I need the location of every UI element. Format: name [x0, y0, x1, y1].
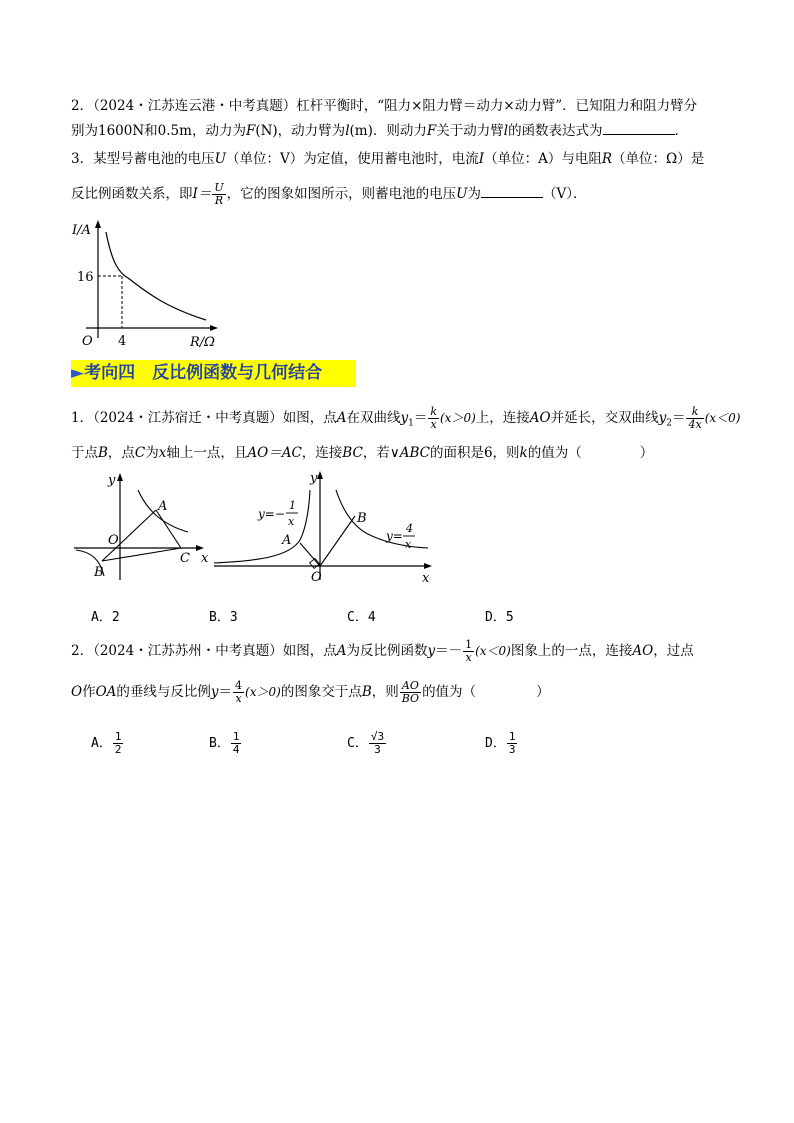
q1-suqian-line1: 1．（2024・江苏宿迁・中考真题）如图，点A在双曲线$y_1=$ $\frac{k}{x}$ (x＞0)上，连接AO并延长，交双曲线$y_2=$ $\frac{k}{4x}$ (x＜0) — [71, 405, 741, 431]
segment-BO — [320, 516, 355, 566]
origin-label: O — [82, 334, 93, 349]
label-B: B — [357, 511, 367, 526]
label-A: A — [282, 533, 292, 548]
option-C[interactable]: C． $\frac{√3}{3}$ — [347, 730, 385, 756]
label-C: C — [180, 551, 190, 566]
fraction-1-over-x: $\frac{1}{x}$ — [465, 638, 473, 664]
fraction-k-over-x: $\frac{k}{x}$ — [430, 405, 437, 431]
option-A[interactable]: A． $\frac{1}{2}$ — [91, 730, 122, 756]
right-hyperbola — [336, 490, 428, 548]
option-D[interactable]: D． $\frac{1}{3}$ — [485, 730, 516, 756]
option-B[interactable]: B． $\frac{1}{4}$ — [209, 730, 240, 756]
section-heading: ►考向四 反比例函数与几何结合 — [71, 360, 356, 387]
inverse-proportion-graph — [66, 218, 226, 358]
y-arrow — [317, 471, 323, 479]
x-arrow — [424, 563, 432, 569]
right-eq-num: 4 — [406, 522, 413, 535]
figure-perpendicular-hyperbolas — [210, 468, 438, 590]
label-O: O — [311, 570, 322, 585]
y-tick-label: 16 — [77, 270, 94, 285]
label-y: y — [310, 471, 318, 486]
fraction-AO-over-BO: $\frac{AO}{BO}$ — [401, 679, 420, 705]
x-axis-label: R/Ω — [190, 335, 215, 350]
fraction-4-over-x: $\frac{4}{x}$ — [235, 679, 243, 705]
label-B: B — [94, 565, 104, 580]
label-O: O — [108, 533, 119, 548]
x-arrow — [210, 325, 218, 331]
y-arrow — [95, 220, 101, 228]
left-eq-num: 1 — [289, 499, 296, 512]
right-eq: y= — [386, 529, 403, 543]
answer-blank[interactable] — [481, 185, 543, 198]
left-eq: y=− — [258, 507, 285, 521]
label-y: y — [108, 473, 116, 488]
answer-blank[interactable] — [603, 122, 675, 135]
option-A[interactable]: A．2 — [91, 610, 120, 625]
fraction-k-over-4x: $\frac{k}{4x}$ — [688, 405, 702, 431]
q2-suzhou-line1: 2．（2024・江苏苏州・中考真题）如图，点A为反比例函数y＝－ $\frac{1}{x}$ (x＜0)图象上的一点，连接AO，过点 — [71, 638, 694, 664]
label-x: x — [201, 551, 209, 566]
q2-suzhou-line2: O作OA的垂线与反比例y＝ $\frac{4}{x}$ (x＞0)的图象交于点B，则 $\frac{AO}{BO}$ 的值为（ ） — [71, 679, 550, 705]
q2-lever-line2: 别为1600N和0.5m，动力为F(N)，动力臂为l(m)．则动力F关于动力臂l的函数表达式为 ． — [71, 123, 689, 139]
fraction-U-over-R: $\frac{U}{R}$ — [214, 181, 224, 207]
figure-hyperbola-triangle — [70, 470, 220, 585]
label-A: A — [158, 499, 168, 514]
x-tick-label: 4 — [118, 334, 127, 349]
y-axis-label: I/A — [72, 223, 91, 238]
segment-AC — [156, 510, 181, 548]
option-C[interactable]: C．4 — [347, 610, 376, 625]
label-x: x — [422, 571, 430, 586]
triangle-marker-icon: ► — [71, 363, 85, 383]
right-eq-den: x — [405, 538, 412, 551]
y-arrow — [117, 473, 123, 481]
q3-battery-line1: 3．某型号蓄电池的电压U（单位：V）为定值，使用蓄电池时，电流I（单位：A）与电阻R（单位：Ω）是 — [71, 151, 705, 167]
option-D[interactable]: D．5 — [485, 610, 514, 625]
option-B[interactable]: B．3 — [209, 610, 238, 625]
q2-lever-line1: 2．（2024・江苏连云港・中考真题）杠杆平衡时，“阻力×阻力臂＝动力×动力臂”．已知阻力和阻力臂分 — [71, 98, 698, 114]
left-eq-den: x — [288, 515, 295, 528]
q1-suqian-line2: 于点B，点C为x轴上一点，且AO＝AC，连接BC，若∨ABC的面积是6，则k的值为（ ） — [71, 445, 654, 461]
q3-battery-line2: 反比例函数关系，即I＝ $\frac{U}{R}$ ，它的图象如图所示，则蓄电池的电压U为 （V）． — [71, 181, 587, 207]
